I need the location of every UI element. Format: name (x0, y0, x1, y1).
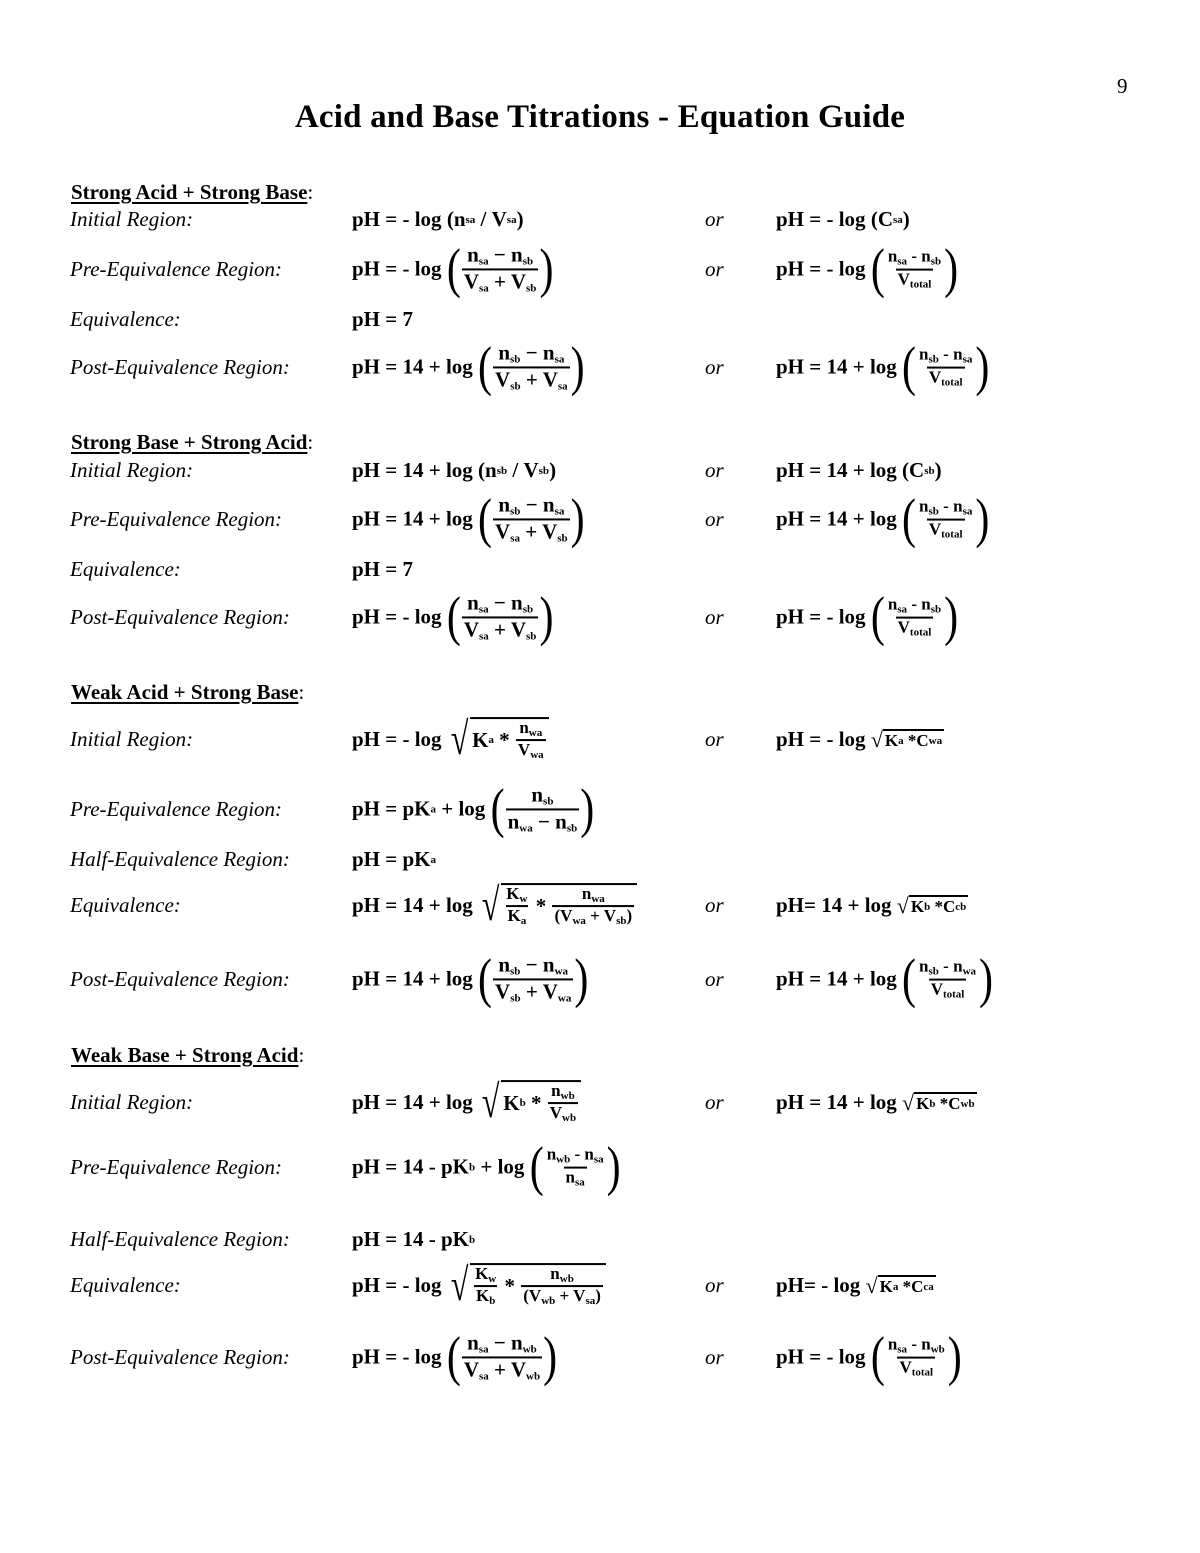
region-label: Post-Equivalence Region: (70, 967, 290, 991)
equation: pH = - log ( $\frac{n_{sa} - n_{sb}}{V_{sa} + V_{sb}}$ ) (352, 587, 554, 647)
region-label: Equivalence: (70, 307, 181, 331)
region-label: Pre-Equivalence Region: (70, 1155, 283, 1179)
or-label: or (705, 727, 724, 751)
region-label: Post-Equivalence Region: (70, 355, 290, 379)
equation: pH = - log ( $\frac{n_{sa} - n_{sb}}{V_{sa} + V_{sb}}$ ) (352, 239, 554, 299)
equation: pH = - log √ K a * $\frac{n_{wa}}{V_{wa}}$ (352, 716, 549, 762)
region-label: Equivalence: (70, 893, 181, 917)
or-label: or (705, 507, 724, 531)
equation: pH = - log ( n sa / V sa ) (352, 207, 524, 231)
alt-equation: pH= - log √ K a * C ca (776, 1272, 934, 1298)
or-label: or (705, 1090, 724, 1114)
equation: pH = 14 - pK b (352, 1227, 476, 1251)
section-heading-strong-acid-strong-base: Strong Acid + Strong Base: (71, 180, 314, 204)
region-label: Half-Equivalence Region: (70, 1227, 290, 1251)
region-label: Half-Equivalence Region: (70, 847, 290, 871)
section-heading-weak-base-strong-acid: Weak Base + Strong Acid: (71, 1043, 305, 1067)
or-label: or (705, 1345, 724, 1369)
alt-equation: pH = 14 + log √ K b * C wb (776, 1089, 975, 1115)
page-title: Acid and Base Titrations - Equation Guide (294, 99, 906, 135)
or-label: or (705, 207, 724, 231)
equation: pH = 14 + log ( $\frac{n_{sb} - n_{sa}}{V_{sb} + V_{sa}}$ ) (352, 337, 585, 397)
region-label: Post-Equivalence Region: (70, 605, 290, 629)
equation: pH = 14 + log √ K b * $\frac{n_{wb}}{V_{wb}}$ (352, 1079, 581, 1125)
region-label: Equivalence: (70, 557, 181, 581)
equation: pH = - log √ $\frac{K_w}{K_b}$ * $\frac{n_{wb}}{(V_{wb} + V_{sa})}$ (352, 1262, 606, 1308)
alt-equation: pH = 14 + log ( C sb ) (776, 458, 942, 482)
region-label: Initial Region: (70, 458, 194, 482)
equation: pH = 14 + log ( $\frac{n_{sb} - n_{wa}}{V_{sb} + V_{wa}}$ ) (352, 949, 589, 1009)
equation: pH = pK a + log ( $\frac{n_{sb}}{n_{wa} - n_{sb}}$ ) (352, 779, 595, 839)
alt-equation: pH = 14 + log ( $\frac{n_{sb} - n_{sa}}{V_{total}}$ ) (776, 489, 990, 550)
or-label: or (705, 605, 724, 629)
equation: pH = 14 + log √ $\frac{K_w}{K_a}$ * $\frac{n_{wa}}{(V_{wa} + V_{sb})}$ (352, 882, 637, 928)
alt-equation: pH = - log ( $\frac{n_{sa} - n_{sb}}{V_{total}}$ ) (776, 587, 959, 648)
region-label: Initial Region: (70, 207, 194, 231)
region-label: Pre-Equivalence Region: (70, 797, 283, 821)
equation: pH = - log ( $\frac{n_{sa} - n_{wb}}{V_{sa} + V_{wb}}$ ) (352, 1327, 558, 1387)
equation: pH = 14 - pK b + log ( $\frac{n_{wb} - n_{sa}}{n_{sa}}$ ) (352, 1137, 621, 1198)
region-label: Initial Region: (70, 727, 194, 751)
alt-equation: pH= 14 + log √ K b * C cb (776, 892, 967, 918)
equation: pH = pK a (352, 847, 436, 871)
alt-equation: pH = - log ( $\frac{n_{sa} - n_{sb}}{V_{total}}$ ) (776, 239, 959, 300)
section-heading-weak-acid-strong-base: Weak Acid + Strong Base: (71, 680, 305, 704)
page-number: 9 (1117, 74, 1128, 98)
alt-equation: pH = 14 + log ( $\frac{n_{sb} - n_{sa}}{V_{total}}$ ) (776, 337, 990, 398)
region-label: Pre-Equivalence Region: (70, 257, 283, 281)
alt-equation: pH = - log ( C sa ) (776, 207, 910, 231)
alt-equation: pH = - log √ K a * C wa (776, 726, 943, 752)
region-label: Equivalence: (70, 1273, 181, 1297)
region-label: Initial Region: (70, 1090, 194, 1114)
region-label: Post-Equivalence Region: (70, 1345, 290, 1369)
or-label: or (705, 1273, 724, 1297)
equation: pH = 14 + log ( n sb / V sb ) (352, 458, 557, 482)
equation: pH = 7 (352, 307, 413, 331)
region-label: Pre-Equivalence Region: (70, 507, 283, 531)
or-label: or (705, 257, 724, 281)
or-label: or (705, 355, 724, 379)
or-label: or (705, 458, 724, 482)
alt-equation: pH = 14 + log ( $\frac{n_{sb} - n_{wa}}{V_{total}}$ ) (776, 949, 994, 1010)
equation: pH = 7 (352, 557, 413, 581)
equation: pH = 14 + log ( $\frac{n_{sb} - n_{sa}}{V_{sa} + V_{sb}}$ ) (352, 489, 585, 549)
or-label: or (705, 967, 724, 991)
alt-equation: pH = - log ( $\frac{n_{sa} - n_{wb}}{V_{total}}$ ) (776, 1327, 962, 1388)
or-label: or (705, 893, 724, 917)
section-heading-strong-base-strong-acid: Strong Base + Strong Acid: (71, 430, 314, 454)
